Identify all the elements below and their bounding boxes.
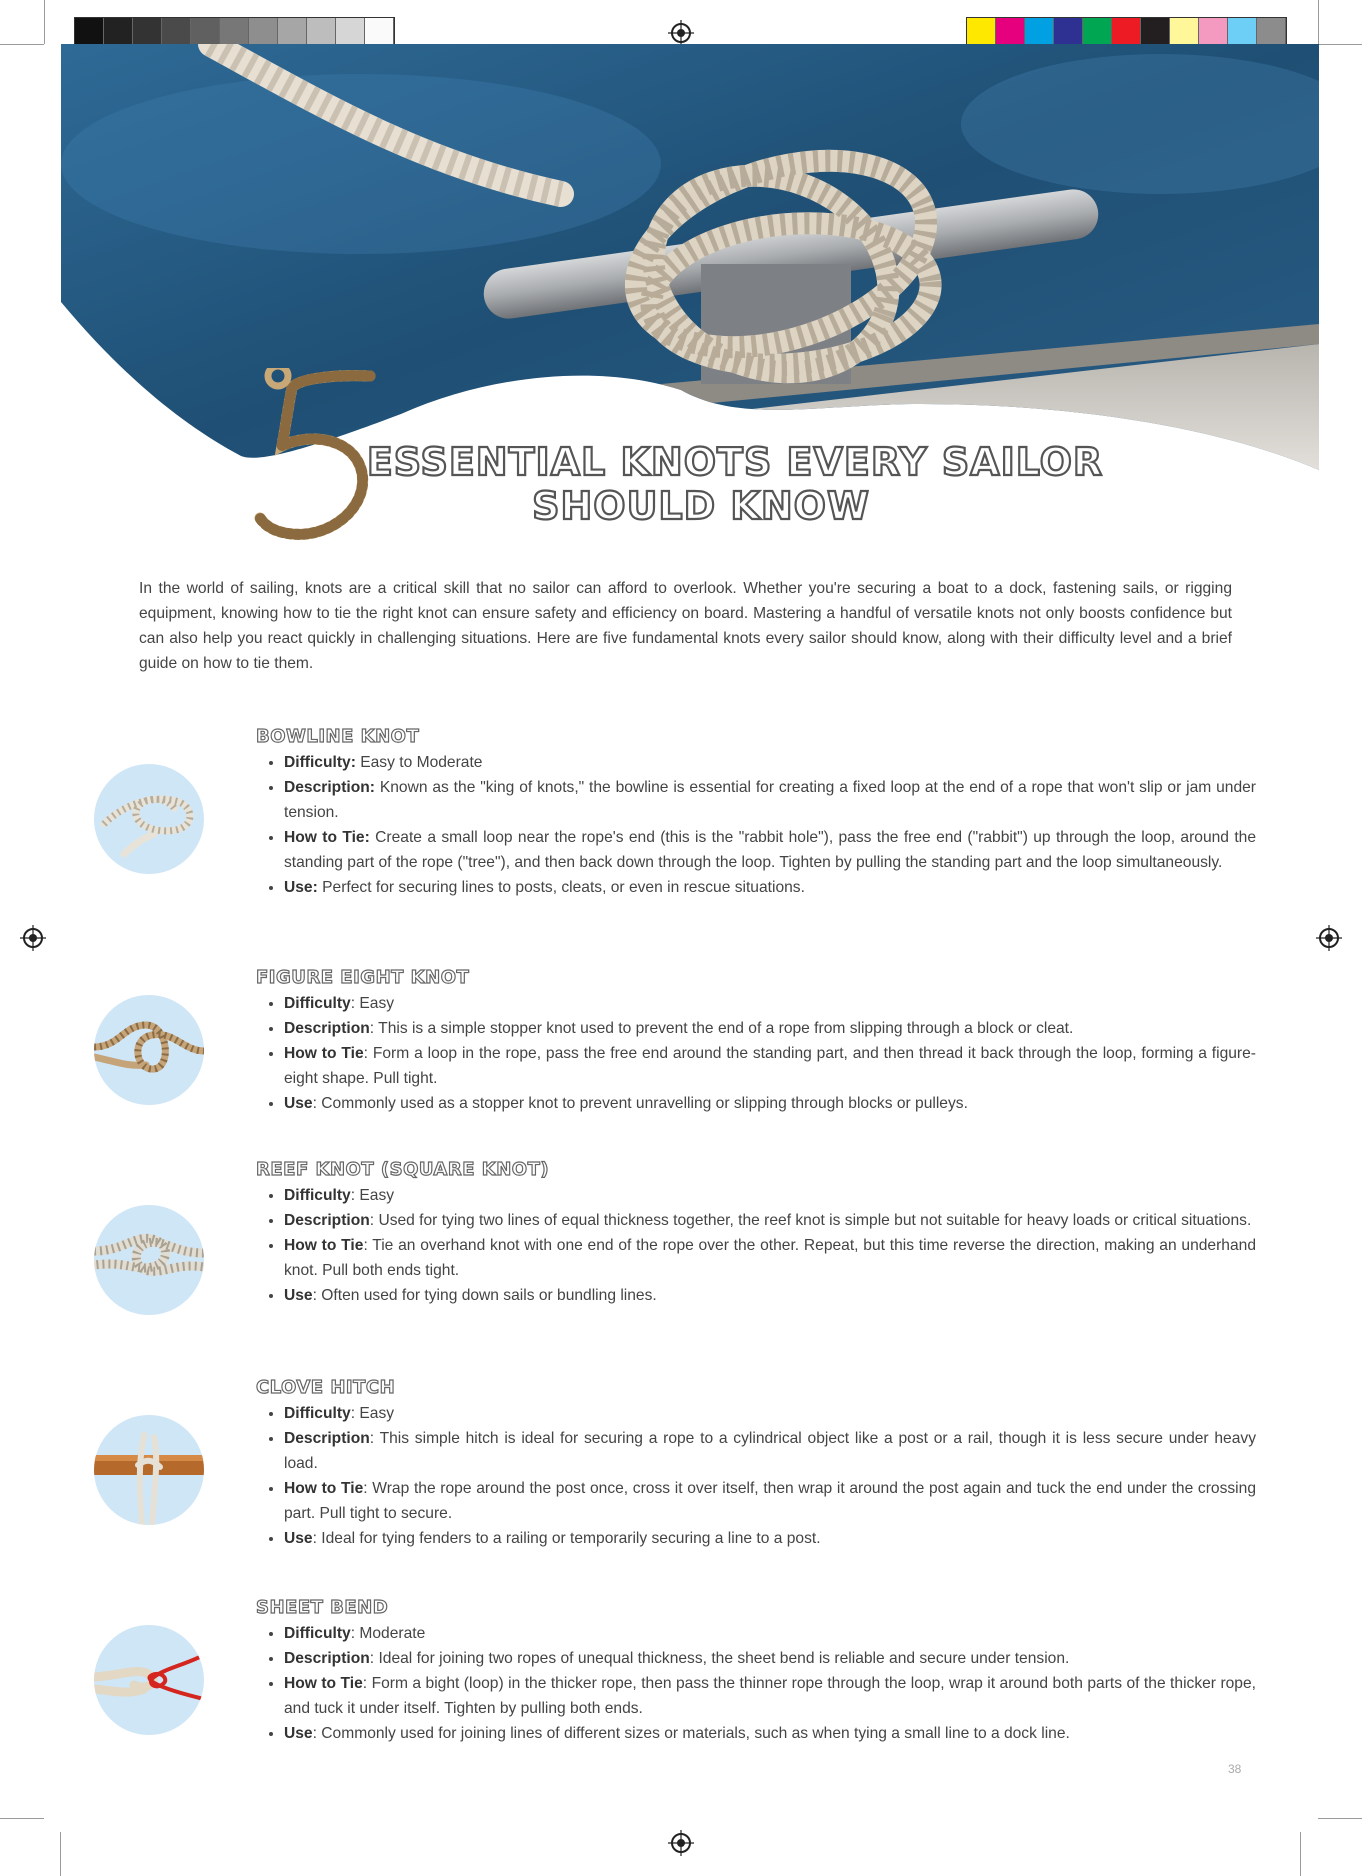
bowline-knot-image [94, 764, 204, 874]
description-label: Description [284, 1650, 370, 1667]
list-item [284, 1208, 1256, 1233]
use-value: : Commonly used as a stopper knot to prevent unravelling or slipping through blocks or pulleys. [312, 1095, 968, 1112]
knot-title: REEF KNOT (SQUARE KNOT) [256, 1159, 550, 1180]
color-bar [966, 17, 1287, 45]
list-item [284, 1233, 1256, 1283]
use-label: Use [284, 1530, 313, 1547]
list-item [284, 750, 1256, 775]
list-item [284, 1016, 1256, 1041]
page-number: 38 [1228, 1762, 1242, 1776]
how-to-tie-label: How to Tie [284, 1237, 364, 1254]
difficulty-label: Difficulty [284, 1405, 351, 1422]
list-item [284, 1621, 1256, 1646]
description-value: : Ideal for joining two ropes of unequal thickness, the sheet bend is reliable and secure under tension. [369, 1650, 1070, 1667]
grayscale-bar [74, 17, 395, 45]
use-value: : Commonly used for joining lines of different sizes or materials, such as when tying a small line to a dock line. [312, 1725, 1070, 1742]
use-label: Use [284, 1725, 313, 1742]
knot-title: SHEET BEND [256, 1597, 389, 1618]
description-label: Description [284, 1212, 370, 1229]
use-value: : Often used for tying down sails or bundling lines. [312, 1287, 657, 1304]
list-item [284, 825, 1256, 875]
list-item [284, 1283, 1256, 1308]
list-item [284, 1041, 1256, 1091]
how-to-tie-label: How to Tie [284, 1675, 363, 1692]
knot-details-list [256, 1401, 1256, 1551]
difficulty-value: Easy to Moderate [355, 754, 483, 771]
knot-details-list [256, 750, 1256, 900]
how-to-tie-value: : Wrap the rope around the post once, cross it over itself, then wrap it around the post again and tuck the end under the crossing part. Pull tight to secure. [284, 1480, 1256, 1522]
how-to-tie-label: How to Tie [284, 1480, 364, 1497]
knot-title: FIGURE EIGHT KNOT [256, 967, 470, 988]
list-item [284, 1671, 1256, 1721]
difficulty-label: Difficulty [284, 995, 351, 1012]
list-item [284, 1526, 1256, 1551]
difficulty-value: : Easy [350, 1405, 395, 1422]
knot-details-list [256, 991, 1256, 1116]
how-to-tie-value: : Form a bight (loop) in the thicker rope, then pass the thinner rope through the loop, wrap it around both parts of the thicker rope, and tuck it under itself. Tighten by pulling both ends. [284, 1675, 1256, 1717]
how-to-tie-value: : Tie an overhand knot with one end of the rope over the other. Repeat, but this time reverse the direction, making an underhand knot. Pull both ends tight. [284, 1237, 1256, 1279]
list-item [284, 1721, 1256, 1746]
how-to-tie-value: : Form a loop in the rope, pass the free end around the standing part, and then thread it back through the loop, forming a figure-eight shape. Pull tight. [284, 1045, 1256, 1087]
registration-mark-icon [1316, 925, 1342, 951]
knot-details-list [256, 1183, 1256, 1308]
list-item [284, 1426, 1256, 1476]
list-item [284, 1476, 1256, 1526]
list-item [284, 991, 1256, 1016]
crop-mark [1318, 44, 1362, 45]
registration-mark-icon [20, 925, 46, 951]
page-title [0, 440, 1362, 550]
crop-mark [0, 44, 44, 45]
description-value: : This is a simple stopper knot used to prevent the end of a rope from slipping through a block or cleat. [369, 1020, 1074, 1037]
difficulty-value: : Easy [350, 1187, 395, 1204]
description-value: Known as the "king of knots," the bowline is essential for creating a fixed loop at the end of a rope that won't slip or jam under tension. [284, 779, 1256, 821]
difficulty-label: Difficulty: [284, 754, 356, 771]
difficulty-label: Difficulty [284, 1187, 351, 1204]
description-label: Description [284, 1020, 370, 1037]
crop-mark [0, 1818, 44, 1819]
description-label: Description: [284, 779, 375, 796]
figure-eight-knot-image [94, 995, 204, 1105]
knot-title: CLOVE HITCH [256, 1377, 396, 1398]
list-item [284, 875, 1256, 900]
list-item [284, 1646, 1256, 1671]
difficulty-label: Difficulty [284, 1625, 351, 1642]
list-item [284, 775, 1256, 825]
description-value: : This simple hitch is ideal for securing a rope to a cylindrical object like a post or a rail, though it is less secure under heavy load. [284, 1430, 1256, 1472]
difficulty-value: : Easy [350, 995, 395, 1012]
crop-mark [1318, 0, 1319, 44]
crop-mark [60, 1832, 61, 1876]
description-label: Description [284, 1430, 370, 1447]
use-label: Use [284, 1095, 313, 1112]
list-item [284, 1401, 1256, 1426]
intro-paragraph: In the world of sailing, knots are a critical skill that no sailor can afford to overlook. Whether you're securing a boat to a dock, fastening sails, or rigging equipment, knowing how to tie the right knot can ensure safety and efficiency on board. Mastering a handful of versatile knots not only boosts confidence but can also help you react quickly in challenging situations. Here are five fundamental knots every sailor should know, along with their difficulty level and a brief guide on how to tie them. [139, 580, 1232, 672]
registration-mark-icon [668, 1830, 694, 1856]
clove-hitch-image [94, 1415, 204, 1525]
how-to-tie-label: How to Tie: [284, 829, 370, 846]
list-item [284, 1091, 1256, 1116]
registration-mark-icon [668, 20, 694, 46]
knot-title: BOWLINE KNOT [256, 726, 420, 747]
title-line-1: ESSENTIAL KNOTS EVERY SAILOR [366, 440, 1104, 484]
list-item [284, 1183, 1256, 1208]
use-label: Use: [284, 879, 318, 896]
difficulty-value: : Moderate [350, 1625, 426, 1642]
sheet-bend-image [94, 1625, 204, 1735]
crop-mark [1318, 1818, 1362, 1819]
how-to-tie-value: Create a small loop near the rope's end (this is the "rabbit hole"), pass the free end ("rabbit") up through the loop, around the standing part of the rope ("tree"), and then back down through the loop. Tighten by pulling the standing part and the loop simultaneously. [284, 829, 1256, 871]
description-value: : Used for tying two lines of equal thickness together, the reef knot is simple but not suitable for heavy loads or critical situations. [369, 1212, 1252, 1229]
knot-details-list [256, 1621, 1256, 1746]
crop-mark [1300, 1832, 1301, 1876]
how-to-tie-label: How to Tie [284, 1045, 364, 1062]
title-line-2: SHOULD KNOW [532, 484, 870, 528]
use-label: Use [284, 1287, 313, 1304]
crop-mark [44, 0, 45, 44]
use-value: : Ideal for tying fenders to a railing or temporarily securing a line to a post. [312, 1530, 821, 1547]
reef-knot-image [94, 1205, 204, 1315]
use-value: Perfect for securing lines to posts, cleats, or even in rescue situations. [317, 879, 805, 896]
